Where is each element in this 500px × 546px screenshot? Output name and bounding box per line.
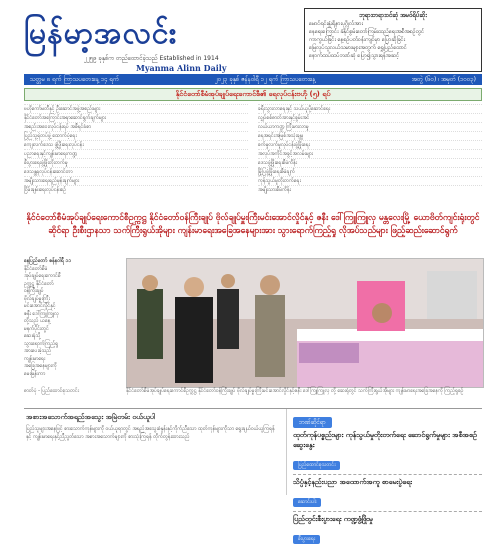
article-line: မင်းအောင်လှိုင်နှင့် bbox=[24, 303, 56, 309]
divider bbox=[293, 474, 482, 475]
index-headline[interactable]: သိပ္ပံနှင့်နည်းပညာ အထောက်အကူ စာမေးပွဲရေး bbox=[293, 478, 412, 486]
newspaper-page bbox=[8, 4, 492, 542]
photo-illustration bbox=[127, 259, 483, 387]
slogan-heading: ဘုရားတရားဝင်ဆုံ အမဝ်ရိပ်ဆိုး bbox=[359, 12, 427, 19]
text-column bbox=[258, 104, 482, 210]
article-line: ဆေးရုံသို့ bbox=[24, 333, 41, 339]
text-line: နိုင်ငံတော်အကြောင်းအရာဆောင်ရွက်ချက်များ bbox=[24, 113, 248, 122]
dateline-right: အတွဲ (၆၀) ၊ အမှတ် (၁၀၀၃) bbox=[411, 76, 476, 83]
text-line: အမျိုးသားရေးရည်မှန်းချက်များ bbox=[24, 176, 248, 185]
article-line: အုပ်ချုပ်ရေးကောင်စီ bbox=[24, 273, 61, 279]
photo-credit: ဓာတ်ပုံ - ပြည်ထောင်စုသတင်း bbox=[24, 388, 80, 394]
masthead bbox=[24, 14, 304, 72]
article-line: အခြေအနေများကို bbox=[24, 363, 57, 369]
text-line: ကျေးလက်ဒေသ ဖွံ့ဖြိုးရေးလုပ်ငန်း bbox=[24, 140, 248, 149]
article-line: နိုင်ငံတော်စီမံ bbox=[24, 265, 48, 272]
index-label-button[interactable]: ပြည်ထောင်စုသတင်း bbox=[293, 461, 340, 470]
index-label-button[interactable]: စီးပွားရေး bbox=[293, 535, 320, 544]
slogan-line: မောင်ရင်းနှုံးရိုနားပုဂ္ဂိုလ်အား bbox=[309, 21, 363, 27]
text-line: ဗဟိုကော်မတီနှင့် ဦးဆောင်အဖွဲ့အစည်းများ bbox=[24, 104, 248, 113]
article-line: ဇနီး ဒေါ်ကြူကြူလှ bbox=[24, 310, 59, 317]
text-line: မြို့ပြဖွံ့ဖြိုးရေးစီမံချက် bbox=[258, 167, 482, 176]
photo-caption: နိုင်ငံတော်စီမံအုပ်ချုပ်ရေးကောင်စီဥက္ကဋ္ဌ နိုင်ငံတော်ဝန်ကြီးချုပ် ဗိုလ်ချုပ်မှူးကြီးမင်းအောင်လှိုင်နှင့်ဇနီး ဒေါ်ကြူကြူလှ တို့ ဆေးရုံတွင် သက်ကြီးရွယ်အိုများ ကျန်းမာရေးအခြေအနေကို ကြည့်ရှုစဉ် bbox=[126, 388, 464, 394]
text-line: ကုန်သွယ်မှုတိုးတက်ရေး bbox=[258, 176, 482, 185]
lower-right-index bbox=[286, 409, 482, 542]
lower-left-heading[interactable]: အစားအသောက်အရည်အသွေး အမြဲတမ်း ဝယ်ယူပါ bbox=[26, 413, 155, 421]
article-line: ကျန်းမာရေး bbox=[24, 355, 46, 362]
slogan-line: ကာကွယ်ခြင်း နေ့စဉ်ပတ်ဝန်းကျင်မှာ ပြောဆိုခြင်း bbox=[309, 37, 406, 43]
index-headline[interactable]: ထုတ်ကုန်ပစ္စည်းများ ကုန်သွယ်မှုတိုးတက်ရေး ဆောင်ရွက်မှုများ အစီအစဉ်ဆွေးနွေး bbox=[293, 431, 477, 449]
news-photo[interactable] bbox=[126, 258, 484, 388]
dateline-left: သတ္တမ ၈ ရက် ကြာသပတေးနေ့ ၁၄ ရက် bbox=[30, 76, 119, 83]
article-line: မနက်ပိုင်းတွင် bbox=[24, 325, 49, 332]
text-line: ငြိမ်းချမ်းရေးလုပ်ငန်းစဉ် bbox=[24, 185, 248, 194]
text-line: လယ်ယာကဏ္ဍ ကြီးမားလာမှု bbox=[258, 122, 482, 131]
article-line: ဝန်ကြီးချုပ် bbox=[24, 288, 44, 294]
masthead-english-name: Myanma Alinn Daily bbox=[136, 63, 227, 73]
dateline-bar bbox=[24, 74, 482, 85]
index-headline[interactable]: ပြည်တွင်းစီးပွားရေး ကဏ္ဍဖွံ့ဖြိုးမှု bbox=[293, 515, 373, 523]
divider bbox=[293, 511, 482, 512]
section-headline: နိုင်ငံတော်စီမံအုပ်ချုပ်ရေးကောင်စီ၏ ရေလုပ်ငန်းဗဟို (၅) ရပ် bbox=[24, 88, 482, 101]
text-line: ဒေသန္တရလုပ်ငန်းဆောင်တာ bbox=[24, 167, 248, 176]
article-line: မေးမြန်းကာ bbox=[24, 370, 46, 377]
article-line: ဗိုလ်ချုပ်မှူးကြီး bbox=[24, 295, 50, 302]
slogan-box bbox=[304, 8, 482, 72]
slogan-line: မြေလုပ်သူလယ်သမားများအတွက် ရွှေပြည်ထောင် bbox=[309, 45, 407, 51]
text-line: ရေအရင်းအမြစ်အသုံးချမှု bbox=[258, 131, 482, 140]
text-line: ပြည်သူ့ရဲတပ်ဖွဲ့ ထောက်ပံ့ရေး bbox=[24, 131, 248, 140]
text-line: စက်မှုလက်မှုလုပ်ငန်းဖွံ့ဖြိုးရေး bbox=[258, 140, 482, 149]
text-line: အလုပ်အကိုင်အခွင့်အလမ်းများ bbox=[258, 149, 482, 158]
section-tag[interactable]: ဘဏ်ဆိုင်ရာ bbox=[293, 417, 332, 428]
lower-section bbox=[24, 408, 482, 542]
main-headline[interactable]: နိုင်ငံတော်စီမံအုပ်ချုပ်ရေးကောင်စီဥက္ကဋ္ဌ နိုင်ငံတော်ဝန်ကြီးချုပ် ဗိုလ်ချုပ်မှူးကြီးမင်းအောင်လှိုင်နှင့် ဇနီး ဒေါ်ကြူကြူလှ မန္တလေးမြို့ ယောဗိတ်ကျင်းရုံးတွင်ဆိုင်ရာ ဦးစီးဌာနသာ သက်ကြီးရွယ်အိုများ ကျန်းမာရေးအခြေအနေများအား သွားရောက်ကြည့်ရှု လိုအပ်သည်များ ဖြည့်ဆည်းဆောင်ရွက် bbox=[26, 213, 480, 236]
article-body-column bbox=[24, 258, 124, 388]
dateline-center: ၂၀၂၃ ခုနှစ် ဇန်နဝါရီ ၁၂ ရက် ကြာသပတေးနေ့ bbox=[214, 76, 316, 83]
index-label-button[interactable]: ဆောင်းပါး bbox=[293, 498, 321, 507]
text-line: ပညာရေးနှင့်ကျန်းမာရေးကဏ္ဍ bbox=[24, 149, 248, 158]
text-line: အမျိုးသားစီမံကိန်း bbox=[258, 185, 482, 194]
masthead-established: ၂၂၅၉ ခုနှစ်က တည်ထောင်ခဲ့သည် Established in 1914 bbox=[84, 55, 219, 62]
article-line: သွားရောက်ကြည့်ရှု bbox=[24, 340, 59, 347]
text-line: ခရီးသွားလာရေးနှင့် သယ်ယူပို့ဆောင်ရေး bbox=[258, 104, 482, 113]
text-line: စီးပွားရေးဖွံ့ဖြိုးတိုးတက်မှု bbox=[24, 158, 248, 167]
top-text-columns bbox=[24, 104, 482, 210]
article-text bbox=[24, 266, 124, 379]
slogan-line: နေရေးကြောင်း ခံနိုင်စွမ်းတော်ကြမ်းထည်ရေးအစီအစဉ်တွင် bbox=[309, 29, 425, 35]
text-line: ဒေသဖွံ့ဖြိုးရေးစီမံကိန်း bbox=[258, 158, 482, 167]
article-dateline: နေပြည်တော် ဇန်နဝါရီ ၁၁ bbox=[24, 258, 72, 264]
text-line: အစည်းအဝေးလုပ်ငန်းရပ် အစီရင်ခံစာ bbox=[24, 122, 248, 131]
article-line: တို့သည် ယနေ့ bbox=[24, 318, 51, 324]
slogan-line: နောက်ထပ်ထပ်ဘဏ်ဆုံ ပြော၍သွားရန်အဆင့် bbox=[309, 53, 400, 59]
lower-left-paragraph: ပြည်သူများအနေဖြင့် စားသောက်ကုန်များကို ဝယ်ယူရာတွင် အရည်အသွေးစံနှုန်းနှင့်ကိုက်ညီသော ထုတ်ကုန်များကိုသာ ရွေးချယ်ဝယ်ယူကြရန်နှင့် ကျန်းမာရေးနှင့်ညီညွတ်သော အစားအသောက်များကို စားသုံးကြရန် တိုက်တွန်းထားသည် bbox=[26, 426, 275, 440]
text-line: လျှပ်စစ်ဓာတ်အားနှင့်စွမ်းအင် bbox=[258, 113, 482, 122]
text-column bbox=[24, 104, 248, 210]
masthead-title: မြန်မာ့အလင်း bbox=[24, 16, 178, 51]
article-line: ဥက္ကဋ္ဌ နိုင်ငံတော် bbox=[24, 280, 54, 287]
lower-left-article bbox=[24, 409, 280, 495]
article-line: အားပေးခဲ့သည် bbox=[24, 348, 52, 354]
